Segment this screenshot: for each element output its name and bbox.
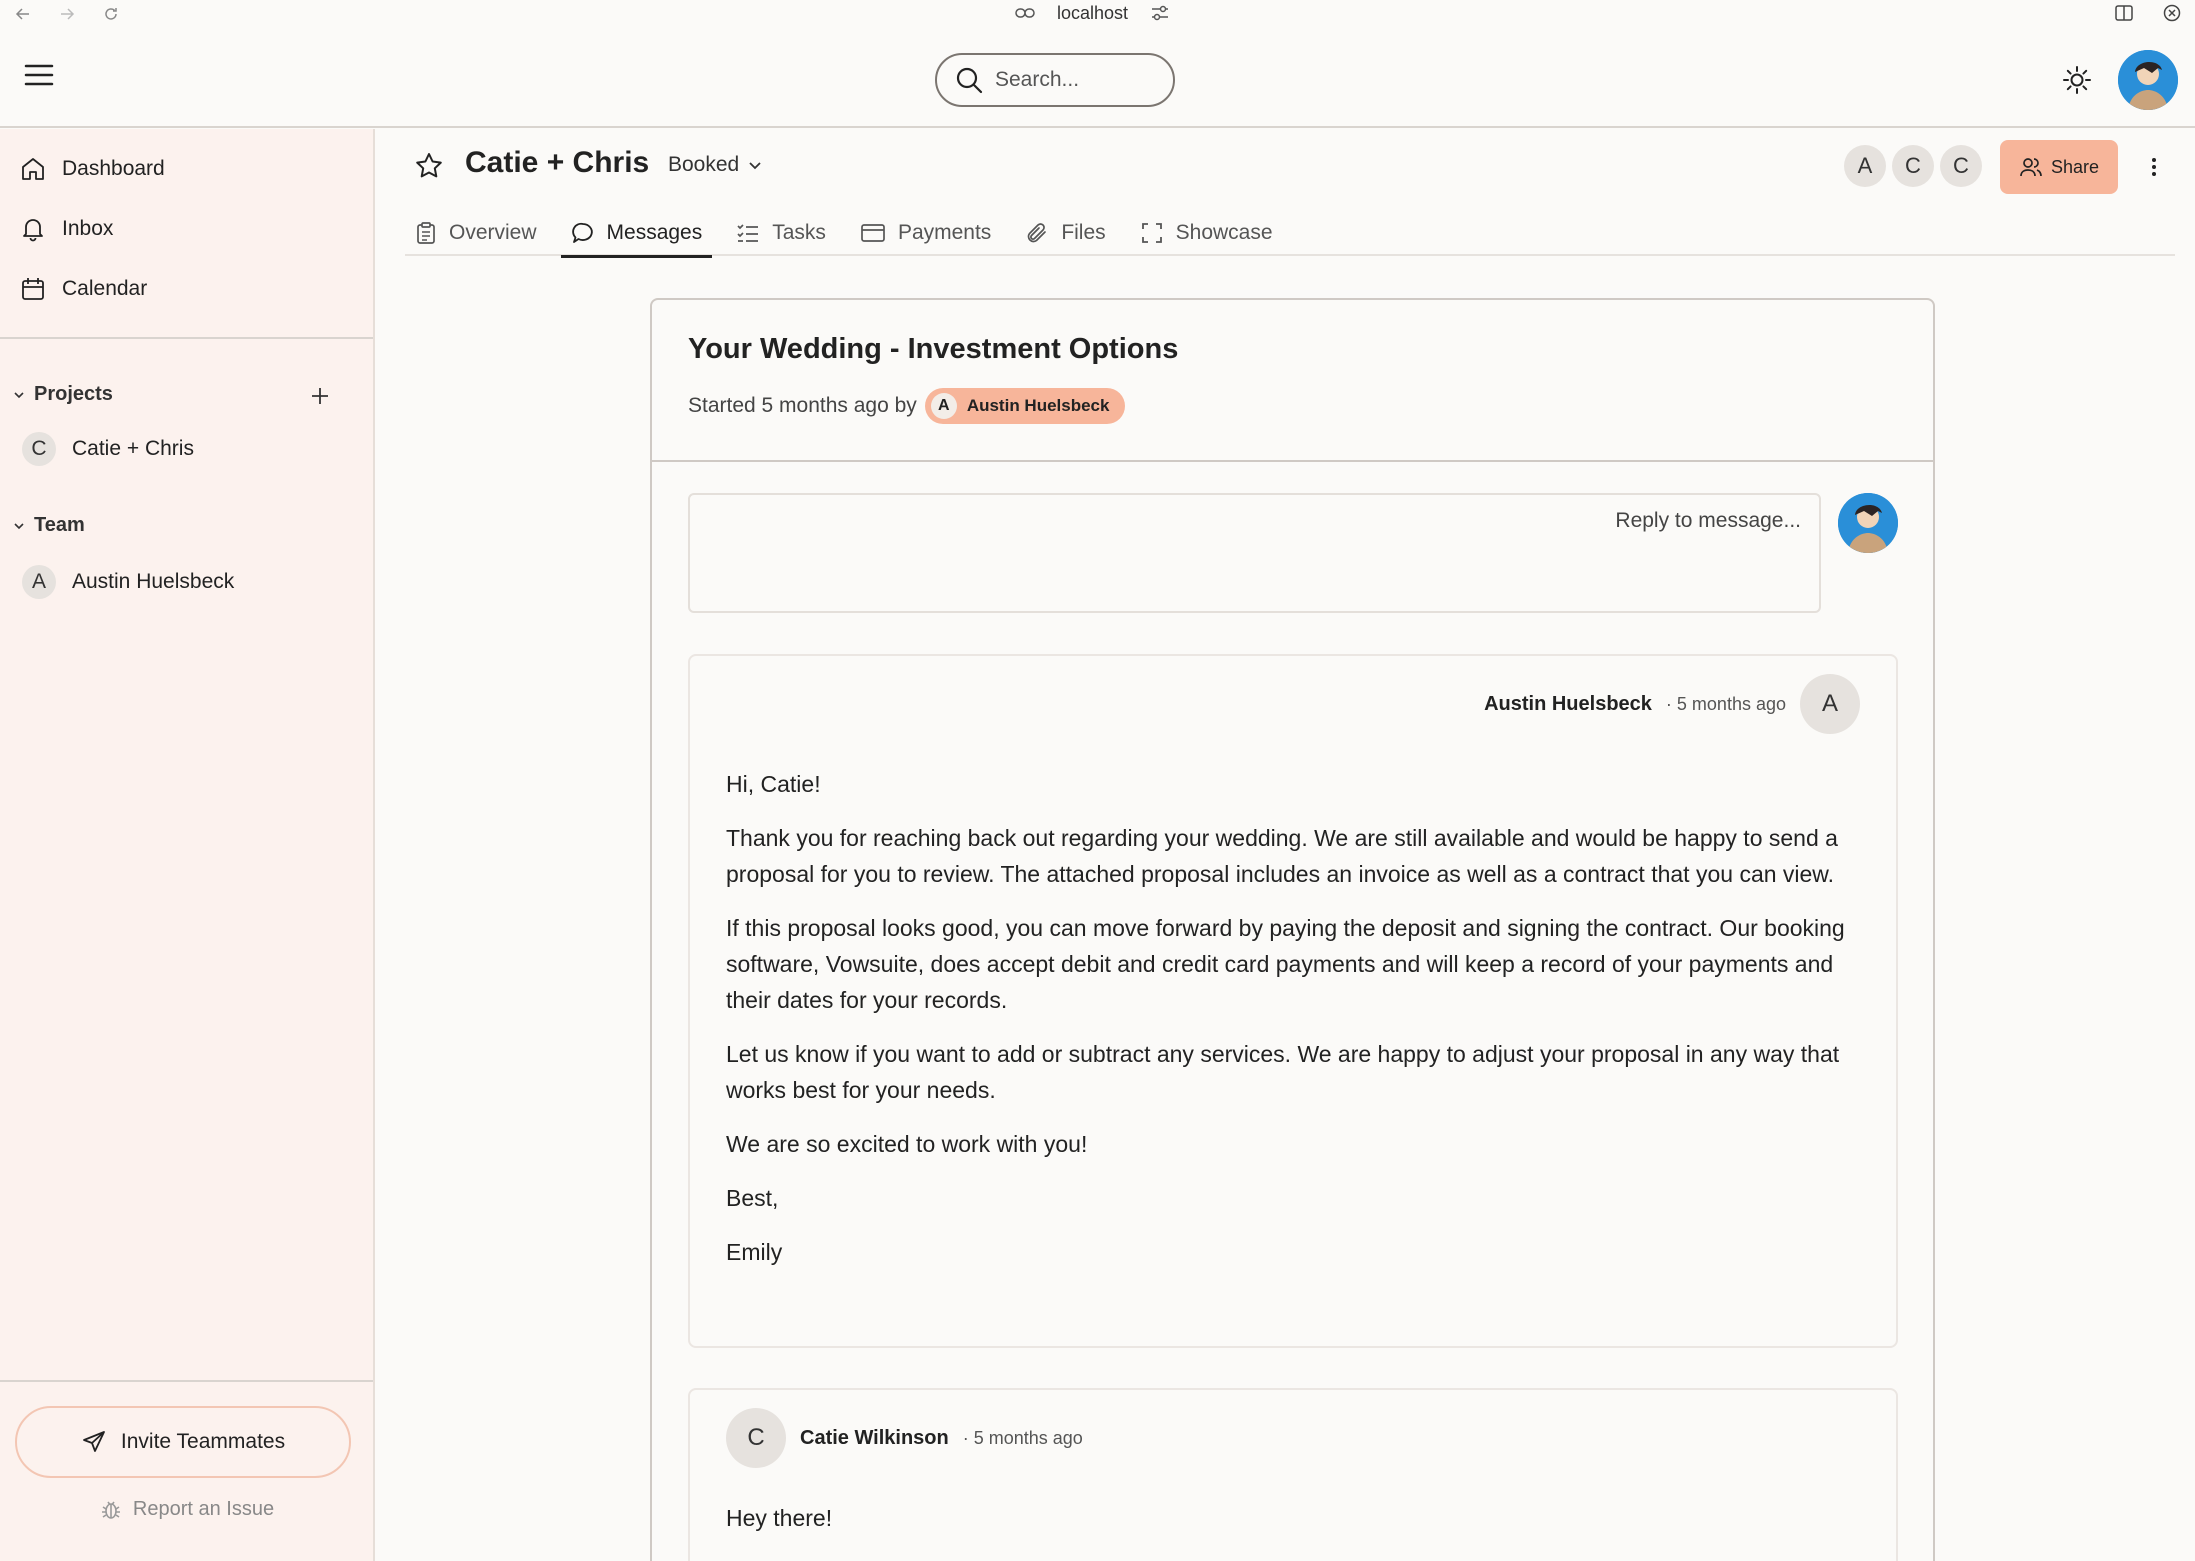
paperclip-icon [1025,221,1049,245]
sidebar-item-teammate[interactable] [22,565,234,599]
report-issue-link[interactable] [0,1497,373,1521]
back-arrow-icon[interactable] [12,3,34,25]
tab-label: Overview [449,221,537,244]
message-paragraph: If this proposal looks good, you can move forward by paying the deposit and signing the contract. Our booking software, Vowsuite, does accept debit and credit card payments and will keep a record of your payments and their dates for your records. [726,915,1845,1013]
message-body [726,766,1866,1288]
user-avatar[interactable] [2118,50,2178,110]
bell-icon [20,216,46,242]
tab-overview[interactable] [405,210,547,256]
tune-icon[interactable] [1150,5,1170,21]
address-bar[interactable]: localhost [1057,2,1129,23]
tab-label: Tasks [772,221,826,244]
sidebar-item-label: Austin Huelsbeck [72,570,235,593]
send-icon [81,1429,107,1455]
message-timestamp: · 5 months ago [1665,693,1786,714]
invite-label: Invite Teammates [120,1430,286,1453]
sidebar-item-project[interactable] [22,432,194,466]
sidebar-item-dashboard[interactable] [20,156,165,182]
tab-label: Payments [897,221,992,244]
projects-heading: Projects [34,383,113,405]
frame-corners-icon [1140,221,1164,245]
message-author: Catie Wilkinson [800,1426,949,1449]
message-paragraph: Emily [726,1239,783,1265]
sun-icon[interactable] [2060,63,2094,97]
teammate-initial: A [22,565,56,599]
search-input[interactable] [995,68,1155,92]
message-avatar: A [1800,674,1860,734]
share-label: Share [2050,156,2100,177]
calendar-icon [20,276,46,302]
message-avatar: C [726,1408,786,1468]
author-chip-initial: A [931,393,957,419]
share-button[interactable] [2000,140,2118,194]
author-chip[interactable] [925,388,1126,424]
message-paragraph: Let us know if you want to add or subtract any services. We are happy to adjust your proposal in any way that works best for your needs. [726,1041,1840,1103]
message-paragraph: Thank you for reaching back out regarding your wedding. We are still available and would be happy to send a proposal for you to review. The attached proposal includes an invoice as well as a contract that you can view. [726,825,1838,887]
add-project-button[interactable] [306,382,334,410]
message-thread [650,298,1935,1561]
projects-section-toggle[interactable] [12,383,113,406]
tab-messages[interactable] [561,210,713,256]
link-icon [1015,6,1035,20]
home-icon [20,156,46,182]
message-card [688,1388,1898,1561]
menu-icon[interactable] [22,58,56,92]
team-heading: Team [34,514,85,536]
reply-textarea[interactable] [688,493,1821,613]
thread-header [652,300,1933,462]
sidebar-divider [0,337,373,339]
reply-user-avatar [1838,493,1898,553]
clipboard-icon [415,221,437,245]
sidebar-item-label: Calendar [62,277,148,300]
sidebar-divider [0,1380,373,1382]
browser-toolbar [0,0,2195,28]
message-paragraph: Hi, Catie! [726,771,821,797]
status-label: Booked [668,153,740,176]
tab-label: Files [1061,221,1106,244]
sidebar-item-label: Dashboard [62,157,165,180]
sidebar-item-label: Inbox [62,217,114,240]
team-section-toggle[interactable] [12,514,85,537]
message-paragraph: Hey there! [726,1505,833,1531]
project-initial: C [22,432,56,466]
users-icon [2019,156,2043,178]
collaborator-avatar[interactable]: A [1844,145,1886,187]
message-paragraph: Best, [726,1185,779,1211]
tab-label: Showcase [1175,221,1273,244]
sidebar-item-inbox[interactable] [20,216,113,242]
project-status-dropdown[interactable] [668,153,763,177]
sidebar-item-calendar[interactable] [20,276,147,302]
tab-showcase[interactable] [1130,210,1283,256]
invite-teammates-button[interactable] [15,1406,351,1478]
sidebar [0,129,375,1561]
close-window-icon[interactable] [2161,2,2183,24]
message-body [726,1500,1866,1554]
tab-payments[interactable] [850,210,1001,256]
report-label: Report an Issue [132,1497,275,1520]
message-author: Austin Huelsbeck [1484,692,1652,715]
sidebar-item-label: Catie + Chris [72,437,194,460]
thread-meta [688,388,1125,424]
reload-icon[interactable] [100,3,122,25]
collaborator-avatar[interactable]: C [1940,145,1982,187]
collaborator-avatar[interactable]: C [1892,145,1934,187]
message-header [1484,674,1860,734]
credit-card-icon [860,223,886,243]
thread-title: Your Wedding - Investment Options [688,333,1179,365]
tab-label: Messages [606,221,703,244]
app-header [0,28,2195,128]
tab-tasks[interactable] [726,210,836,256]
project-tabs [405,210,2175,256]
search-bar[interactable] [935,53,1175,107]
chevron-down-icon [12,388,26,402]
tab-files[interactable] [1015,210,1115,256]
message-timestamp: · 5 months ago [962,1427,1083,1448]
bug-icon [99,1497,123,1521]
star-icon[interactable] [414,151,444,181]
message-paragraph: We are so excited to work with you! [726,1131,1088,1157]
chevron-down-icon [747,157,763,173]
message-card [688,654,1898,1348]
chat-bubble-icon [571,221,595,245]
started-label: Started 5 months ago by [688,394,917,417]
author-chip-name: Austin Huelsbeck [966,396,1110,415]
search-icon [955,66,983,94]
forward-arrow-icon[interactable] [56,3,78,25]
chevron-down-icon [12,519,26,533]
checklist-icon [736,222,760,244]
more-options-icon[interactable] [2140,150,2168,184]
split-view-icon[interactable] [2113,2,2135,24]
message-header [726,1408,1083,1468]
project-title: Catie + Chris [465,146,650,179]
